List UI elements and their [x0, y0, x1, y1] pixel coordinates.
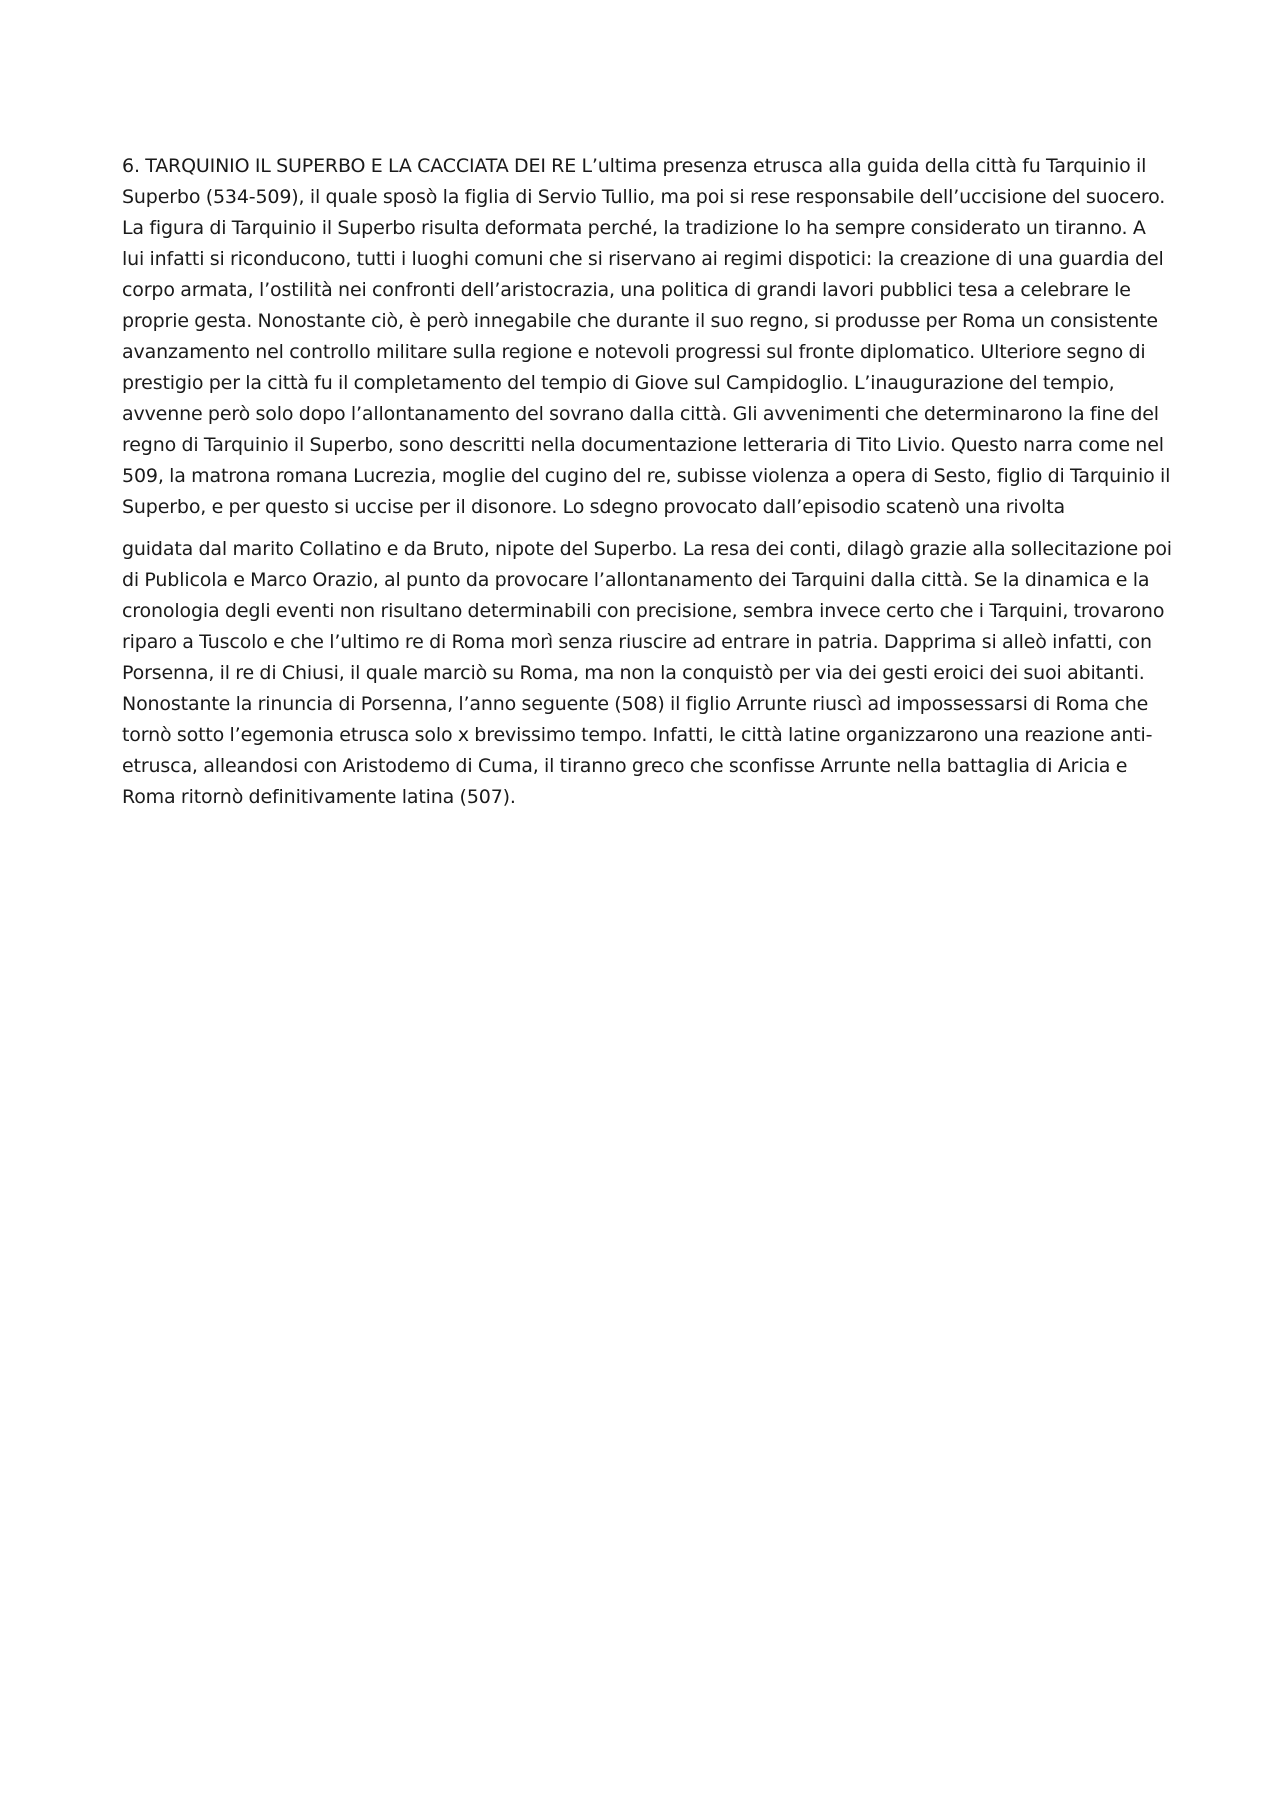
paragraph-1: 6. TARQUINIO IL SUPERBO E LA CACCIATA DEI RE L’ultima presenza etrusca alla guida della città fu Tarquinio il Superbo (534-509), il quale sposò la figlia di Servio Tullio, ma poi si rese responsabile dell’uccisione del suocero. La figura di Tarquinio il Superbo risulta deformata perché, la tradizione lo ha sempre considerato un tiranno. A lui infatti si riconducono, tutti i luoghi comuni che si riservano ai regimi dispotici: la creazione di una guardia del corpo armata, l’ostilità nei confronti dell’aristocrazia, una politica di grandi lavori pubblici tesa a celebrare le proprie gesta. Nonostante ciò, è però innegabile che durante il suo regno, si produsse per Roma un consistente avanzamento nel controllo militare sulla regione e notevoli progressi sul fronte diplomatico. Ulteriore segno di prestigio per la città fu il completamento del tempio di Giove sul Campidoglio. L’inaugurazione del tempio, avvenne però solo dopo l’allontanamento del sovrano dalla città. Gli avvenimenti che determinarono la fine del regno di Tarquinio il Superbo, sono descritti nella documentazione letteraria di Tito Livio. Questo narra come nel 509, la matrona romana Lucrezia, moglie del cugino del re, subisse violenza a opera di Sesto, figlio di Tarquinio il Superbo, e per questo si uccise per il disonore. Lo sdegno provocato dall’episodio scatenò una rivolta	[122, 155, 1171, 518]
paragraph-2: guidata dal marito Collatino e da Bruto, nipote del Superbo. La resa dei conti, dilagò grazie alla sollecitazione poi di Publicola e Marco Orazio, al punto da provocare l’allontanamento dei Tarquini dalla città. Se la dinamica e la cronologia degli eventi non risultano determinabili con precisione, sembra invece certo che i Tarquini, trovarono riparo a Tuscolo e che l’ultimo re di Roma morì senza riuscire ad entrare in patria. Dapprima si alleò infatti, con Porsenna, il re di Chiusi, il quale marciò su Roma, ma non la conquistò per via dei gesti eroici dei suoi abitanti. Nonostante la rinuncia di Porsenna, l’anno seguente (508) il figlio Arrunte riuscì ad impossessarsi di Roma che tornò sotto l’egemonia etrusca solo x brevissimo tempo. Infatti, le città latine organizzarono una reazione anti- etrusca, alleandosi con Aristodemo di Cuma, il tiranno greco che sconfisse Arrunte nella battaglia di Aricia e Roma ritornò definitivamente latina (507).	[122, 538, 1172, 808]
document-body	[122, 151, 1172, 813]
